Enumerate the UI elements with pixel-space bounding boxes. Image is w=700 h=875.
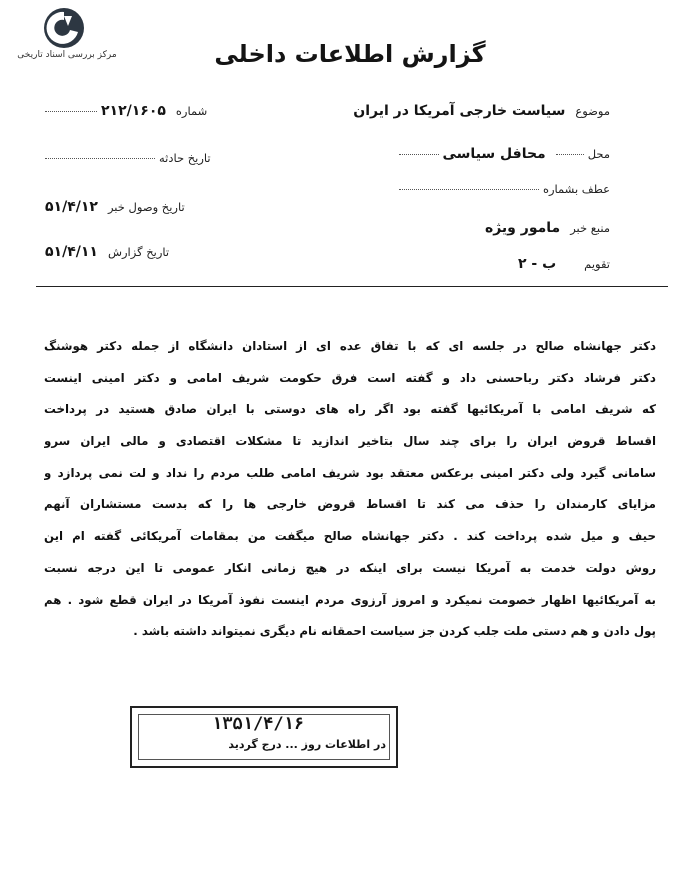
filing-stamp	[130, 706, 398, 768]
subject-field	[353, 103, 610, 119]
page-title: گزارش اطلاعات داخلی	[214, 40, 486, 68]
subject-value: سیاست خارجی آمریکا در ایران	[353, 103, 566, 119]
place-field	[399, 146, 610, 162]
number-field	[45, 103, 207, 119]
received-date-field	[45, 199, 185, 215]
incident-date-dots	[45, 158, 155, 159]
report-date-label: تاریخ گزارش	[107, 245, 170, 259]
reference-dots	[399, 189, 539, 190]
body-line: که شریف امامی با آمریکائیها گفته بود اگر راه های دوستی با ایران صادق هستید در پرداخت	[44, 402, 656, 417]
archive-logo	[8, 6, 126, 66]
number-label: شماره	[175, 104, 208, 118]
place-label: محل	[587, 147, 610, 161]
source-field	[485, 220, 610, 236]
stamp-note: در اطلاعات روز ... درج گردید	[228, 738, 386, 751]
body-line: دکتر جهانشاه صالح در جلسه ای که با تفاق عده ای از استادان دانشگاه از جمله دکتر هوشنگ	[44, 339, 656, 353]
body-line: پول دادن و هم دستی ملت جلب کردن جز سیاست احمقانه نام دیگری نمیتواند داشته باشد .	[133, 624, 656, 639]
logo-caption: مرکز بررسی اسناد تاریخی	[17, 50, 117, 60]
body-line: سامانی گیرد ولی دکتر امینی برعکس معتقد بود شریف امامی طلب مردم را نداد و لت نمی پردازد و	[44, 465, 656, 480]
reference-field	[399, 181, 610, 196]
subject-label: موضوع	[575, 104, 610, 118]
number-dots	[45, 111, 97, 112]
reference-label: عطف بشماره	[542, 182, 610, 196]
body-line: حیف و میل شده پرداخت کند . دکتر جهانشاه صالح میگفت من بمقامات آمریکائی گفته ام این	[44, 529, 656, 544]
place-value: محافل سیاسی	[442, 146, 546, 162]
number-value: ۲۱۲/۱۶۰۵	[100, 103, 166, 119]
grade-label: تقویم	[584, 257, 610, 271]
body-line: دکتر فرشاد دکتر رباحسنی داد و گفته است فرق حکومت شریف امامی و دکتر امینی اینست	[44, 370, 656, 385]
header-divider	[36, 286, 668, 287]
place-dots	[556, 154, 584, 155]
report-body	[44, 331, 656, 648]
grade-field	[518, 256, 610, 272]
body-line: مزایای کارمندان را حذف می کند تا اقساط قروض خارجی ها را که بدست مستشاران آنهم	[44, 497, 656, 512]
body-line: اقساط قروض ایران را برای چند سال بتاخیر اندازید تا مشکلات اقتصادی و مالی ایران سرو	[44, 434, 656, 449]
body-line: روش دولت خدمت به آمریکا نیست برای اینکه در هیچ زمانی انکار عمومی تا این درجه نسبت	[44, 560, 656, 575]
incident-date-label: تاریخ حادثه	[158, 151, 211, 165]
grade-value: ب - ۲	[518, 256, 557, 272]
incident-date-field	[45, 150, 211, 165]
place-dots-tail	[399, 154, 439, 155]
received-date-label: تاریخ وصول خبر	[107, 200, 185, 214]
stamp-date: ۱۳۵۱/۴/۱۶	[212, 714, 305, 734]
source-value: مامور ویژه	[484, 220, 561, 236]
received-date-value: ۵۱/۴/۱۲	[45, 199, 98, 215]
report-date-value: ۵۱/۴/۱۱	[45, 244, 98, 260]
source-label: منبع خبر	[570, 221, 610, 235]
archive-logo-icon	[42, 6, 86, 50]
report-date-field	[45, 244, 169, 260]
body-line: به آمریکائیها اظهار خصومت نمیکرد و امروز آرزوی مردم اینست نفوذ آمریکا در ایران قطع شود . هم	[44, 592, 656, 607]
